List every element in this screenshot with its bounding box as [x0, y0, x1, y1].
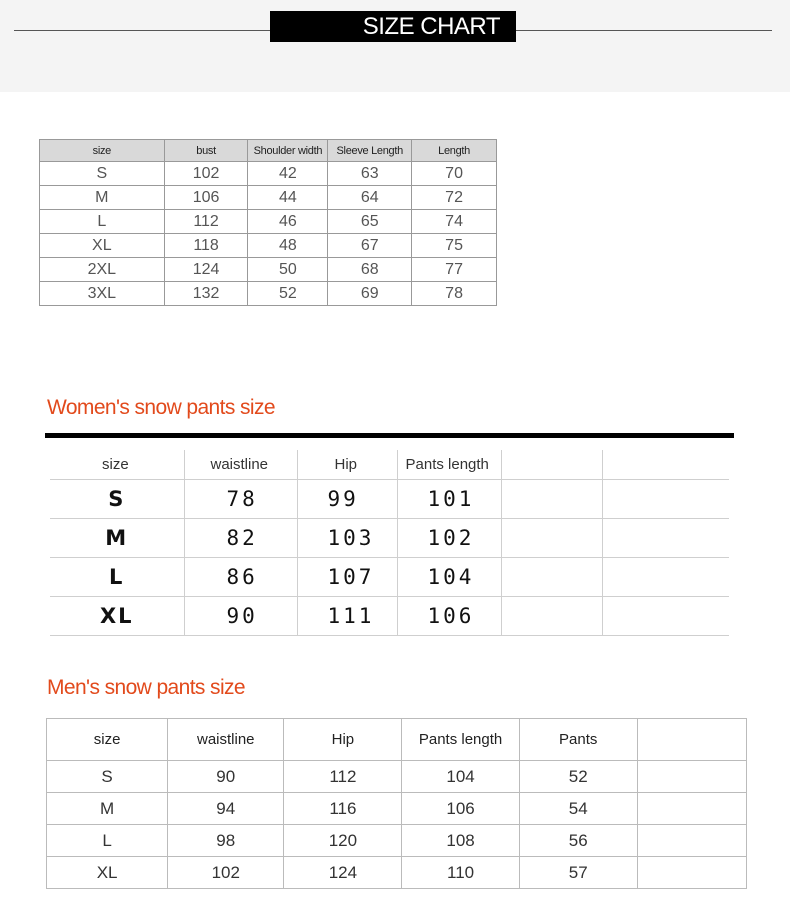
table-header-row — [50, 450, 729, 480]
table-row — [47, 825, 747, 857]
table-cell: 67 — [328, 234, 412, 258]
men-section-title: Men's snow pants size — [47, 676, 246, 699]
table-cell — [602, 480, 729, 519]
table-row — [50, 558, 729, 597]
table-cell: 118 — [164, 234, 248, 258]
table-cell: 65 — [328, 210, 412, 234]
table-row — [40, 258, 497, 282]
table-cell: 116 — [284, 793, 402, 825]
table-cell: 90 — [184, 597, 297, 636]
header-cell: Length — [412, 140, 497, 162]
table-cell: L — [40, 210, 165, 234]
header-divider-right — [516, 30, 772, 31]
header-cell: Sleeve Length — [328, 140, 412, 162]
table-cell: 108 — [402, 825, 519, 857]
top-size-table — [39, 139, 497, 306]
table-cell — [501, 480, 602, 519]
table-row — [40, 186, 497, 210]
header-cell: Pants — [519, 719, 637, 761]
header-cell: Hip — [284, 719, 402, 761]
table-row — [47, 761, 747, 793]
table-cell: 68 — [328, 258, 412, 282]
header-cell: size — [50, 450, 184, 480]
table-cell: 112 — [164, 210, 248, 234]
table-cell: 103 — [297, 519, 397, 558]
table-cell: 120 — [284, 825, 402, 857]
header-cell: waistline — [184, 450, 297, 480]
table-cell: 99 — [297, 480, 397, 519]
table-cell: 102 — [168, 857, 284, 889]
table-row — [47, 857, 747, 889]
table-cell — [602, 519, 729, 558]
table-cell: 106 — [397, 597, 501, 636]
section-divider — [45, 433, 734, 438]
table-cell: 111 — [297, 597, 397, 636]
table-cell: 98 — [168, 825, 284, 857]
table-cell: M — [47, 793, 168, 825]
table-cell: 82 — [184, 519, 297, 558]
table-row — [40, 282, 497, 306]
table-row — [40, 210, 497, 234]
header-cell: Hip — [297, 450, 397, 480]
table-cell: 56 — [519, 825, 637, 857]
table-cell: 64 — [328, 186, 412, 210]
table-cell: 106 — [164, 186, 248, 210]
table-cell: 86 — [184, 558, 297, 597]
table-cell: 72 — [412, 186, 497, 210]
page-title: SIZE CHART — [270, 11, 516, 42]
table-cell: 132 — [164, 282, 248, 306]
header-cell — [602, 450, 729, 480]
table-cell: 101 — [397, 480, 501, 519]
table-cell: M — [50, 519, 184, 558]
table-cell: 77 — [412, 258, 497, 282]
table-cell: 110 — [402, 857, 519, 889]
table-cell — [501, 519, 602, 558]
table-cell — [637, 825, 746, 857]
table-cell — [637, 857, 746, 889]
table-cell — [501, 558, 602, 597]
header-cell: Shoulder width — [248, 140, 328, 162]
table-cell: 57 — [519, 857, 637, 889]
table-cell: S — [47, 761, 168, 793]
table-cell — [637, 793, 746, 825]
header-cell: size — [47, 719, 168, 761]
table-cell: 46 — [248, 210, 328, 234]
table-cell: 63 — [328, 162, 412, 186]
table-cell: XL — [40, 234, 165, 258]
table-cell: S — [50, 480, 184, 519]
table-row — [50, 519, 729, 558]
table-cell: 48 — [248, 234, 328, 258]
table-row — [50, 597, 729, 636]
table-cell — [602, 558, 729, 597]
table-cell: 42 — [248, 162, 328, 186]
header-cell: Pants length — [402, 719, 519, 761]
table-cell: 70 — [412, 162, 497, 186]
table-cell: 107 — [297, 558, 397, 597]
table-cell: 124 — [164, 258, 248, 282]
table-cell: 52 — [248, 282, 328, 306]
table-cell: XL — [50, 597, 184, 636]
table-cell: 69 — [328, 282, 412, 306]
table-cell — [501, 597, 602, 636]
table-cell: 78 — [412, 282, 497, 306]
table-row — [47, 793, 747, 825]
header-divider-left — [14, 30, 270, 31]
header-cell — [637, 719, 746, 761]
table-cell: 104 — [402, 761, 519, 793]
table-cell: L — [50, 558, 184, 597]
table-cell: XL — [47, 857, 168, 889]
women-section-title: Women's snow pants size — [47, 396, 275, 419]
table-cell: 124 — [284, 857, 402, 889]
table-cell — [637, 761, 746, 793]
table-cell: 102 — [164, 162, 248, 186]
table-cell: 102 — [397, 519, 501, 558]
table-cell: M — [40, 186, 165, 210]
table-cell: 94 — [168, 793, 284, 825]
header-cell: bust — [164, 140, 248, 162]
table-header-row — [47, 719, 747, 761]
men-pants-table — [46, 718, 747, 889]
table-cell: L — [47, 825, 168, 857]
header-cell: Pants length — [397, 450, 501, 480]
table-row — [40, 234, 497, 258]
table-cell: 3XL — [40, 282, 165, 306]
table-row — [50, 480, 729, 519]
table-cell: 2XL — [40, 258, 165, 282]
table-cell: 75 — [412, 234, 497, 258]
table-cell: 90 — [168, 761, 284, 793]
header-cell: size — [40, 140, 165, 162]
table-row — [40, 162, 497, 186]
table-cell: 52 — [519, 761, 637, 793]
table-cell: 112 — [284, 761, 402, 793]
table-cell: 78 — [184, 480, 297, 519]
header-cell — [501, 450, 602, 480]
table-cell: 54 — [519, 793, 637, 825]
table-cell: 74 — [412, 210, 497, 234]
table-cell: S — [40, 162, 165, 186]
table-cell: 44 — [248, 186, 328, 210]
table-cell — [602, 597, 729, 636]
table-cell: 50 — [248, 258, 328, 282]
table-cell: 104 — [397, 558, 501, 597]
table-header-row — [40, 140, 497, 162]
header-cell: waistline — [168, 719, 284, 761]
women-pants-table — [50, 450, 729, 636]
table-cell: 106 — [402, 793, 519, 825]
